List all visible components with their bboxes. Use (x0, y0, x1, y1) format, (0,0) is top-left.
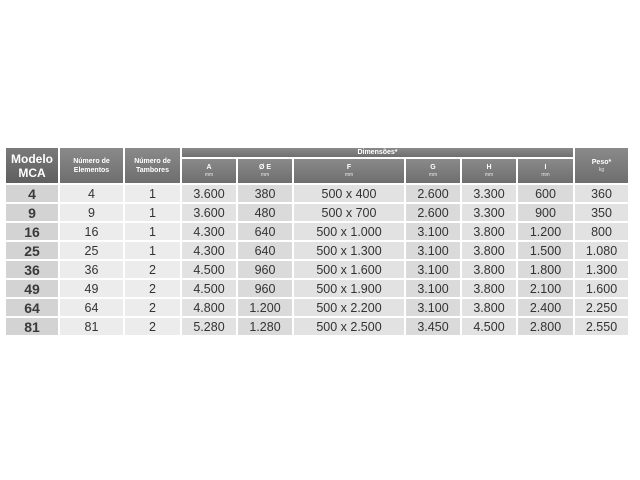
col-unit: mm (541, 172, 550, 178)
cell-i: 600 (518, 185, 573, 202)
cell-a: 3.600 (182, 204, 236, 221)
cell-h: 3.800 (462, 261, 516, 278)
cell-tambores: 2 (125, 280, 180, 297)
cell-i: 1.200 (518, 223, 573, 240)
cell-a: 5.280 (182, 318, 236, 335)
cell-elementos: 4 (60, 185, 123, 202)
cell-elementos: 16 (60, 223, 123, 240)
cell-g: 3.100 (406, 242, 460, 259)
table-row (6, 299, 628, 316)
table-row (6, 261, 628, 278)
cell-peso: 350 (575, 204, 628, 221)
cell-h: 4.500 (462, 318, 516, 335)
col-label: H (486, 164, 492, 171)
cell-e: 380 (238, 185, 292, 202)
table-row (6, 223, 628, 240)
cell-f: 500 x 400 (294, 185, 404, 202)
cell-a: 4.300 (182, 242, 236, 259)
header-dimensoes: Dimensões* (182, 148, 573, 157)
peso-label: Peso* (591, 158, 612, 166)
cell-e: 960 (238, 280, 292, 297)
cell-h: 3.300 (462, 204, 516, 221)
cell-elementos: 9 (60, 204, 123, 221)
cell-i: 2.100 (518, 280, 573, 297)
cell-modelo: 16 (6, 223, 58, 240)
cell-e: 640 (238, 223, 292, 240)
cell-elementos: 25 (60, 242, 123, 259)
table-row (6, 280, 628, 297)
col-label: A (206, 164, 212, 171)
cell-peso: 800 (575, 223, 628, 240)
cell-e: 480 (238, 204, 292, 221)
cell-e: 960 (238, 261, 292, 278)
cell-a: 4.800 (182, 299, 236, 316)
cell-i: 1.500 (518, 242, 573, 259)
cell-h: 3.800 (462, 280, 516, 297)
cell-a: 4.300 (182, 223, 236, 240)
cell-modelo: 64 (6, 299, 58, 316)
cell-peso: 1.080 (575, 242, 628, 259)
cell-f: 500 x 1.600 (294, 261, 404, 278)
cell-peso: 2.250 (575, 299, 628, 316)
header-col-g (406, 159, 460, 183)
cell-tambores: 2 (125, 261, 180, 278)
cell-g: 3.450 (406, 318, 460, 335)
cell-tambores: 2 (125, 299, 180, 316)
table-row (6, 204, 628, 221)
cell-elementos: 81 (60, 318, 123, 335)
cell-g: 3.100 (406, 261, 460, 278)
cell-tambores: 1 (125, 242, 180, 259)
spec-table (4, 146, 630, 337)
cell-peso: 360 (575, 185, 628, 202)
cell-elementos: 49 (60, 280, 123, 297)
cell-modelo: 36 (6, 261, 58, 278)
cell-g: 2.600 (406, 185, 460, 202)
header-elementos: Número de Elementos (60, 148, 123, 183)
cell-f: 500 x 1.900 (294, 280, 404, 297)
cell-i: 900 (518, 204, 573, 221)
col-unit: mm (428, 172, 438, 178)
cell-modelo: 25 (6, 242, 58, 259)
cell-e: 1.200 (238, 299, 292, 316)
col-unit: mm (484, 172, 494, 178)
cell-peso: 1.300 (575, 261, 628, 278)
cell-tambores: 1 (125, 185, 180, 202)
cell-g: 3.100 (406, 280, 460, 297)
table-row (6, 318, 628, 335)
cell-tambores: 1 (125, 223, 180, 240)
cell-modelo: 49 (6, 280, 58, 297)
cell-i: 2.800 (518, 318, 573, 335)
header-col-e (238, 159, 292, 183)
header-col-i (518, 159, 573, 183)
cell-modelo: 4 (6, 185, 58, 202)
cell-f: 500 x 700 (294, 204, 404, 221)
cell-g: 3.100 (406, 223, 460, 240)
cell-modelo: 9 (6, 204, 58, 221)
cell-elementos: 36 (60, 261, 123, 278)
table-row (6, 185, 628, 202)
cell-i: 2.400 (518, 299, 573, 316)
cell-a: 3.600 (182, 185, 236, 202)
header-col-h (462, 159, 516, 183)
cell-h: 3.800 (462, 299, 516, 316)
col-label: G (430, 164, 436, 171)
cell-f: 500 x 1.000 (294, 223, 404, 240)
col-unit: mm (204, 172, 214, 178)
col-unit: mm (260, 172, 270, 178)
col-label: I (544, 164, 547, 171)
peso-unit: kg (598, 166, 605, 173)
cell-a: 4.500 (182, 261, 236, 278)
cell-e: 640 (238, 242, 292, 259)
cell-g: 3.100 (406, 299, 460, 316)
header-peso (575, 148, 628, 183)
cell-h: 3.800 (462, 242, 516, 259)
cell-f: 500 x 2.200 (294, 299, 404, 316)
table-row (6, 242, 628, 259)
cell-h: 3.800 (462, 223, 516, 240)
col-unit: mm (344, 172, 354, 178)
cell-peso: 1.600 (575, 280, 628, 297)
cell-tambores: 2 (125, 318, 180, 335)
header-modelo: Modelo MCA (6, 148, 58, 183)
cell-h: 3.300 (462, 185, 516, 202)
cell-f: 500 x 1.300 (294, 242, 404, 259)
cell-f: 500 x 2.500 (294, 318, 404, 335)
cell-elementos: 64 (60, 299, 123, 316)
cell-tambores: 1 (125, 204, 180, 221)
cell-g: 2.600 (406, 204, 460, 221)
cell-modelo: 81 (6, 318, 58, 335)
cell-a: 4.500 (182, 280, 236, 297)
cell-peso: 2.550 (575, 318, 628, 335)
col-label: F (346, 164, 352, 171)
cell-i: 1.800 (518, 261, 573, 278)
header-col-a (182, 159, 236, 183)
cell-e: 1.280 (238, 318, 292, 335)
col-label: Ø E (258, 164, 272, 171)
header-tambores: Número de Tambores (125, 148, 180, 183)
header-col-f (294, 159, 404, 183)
